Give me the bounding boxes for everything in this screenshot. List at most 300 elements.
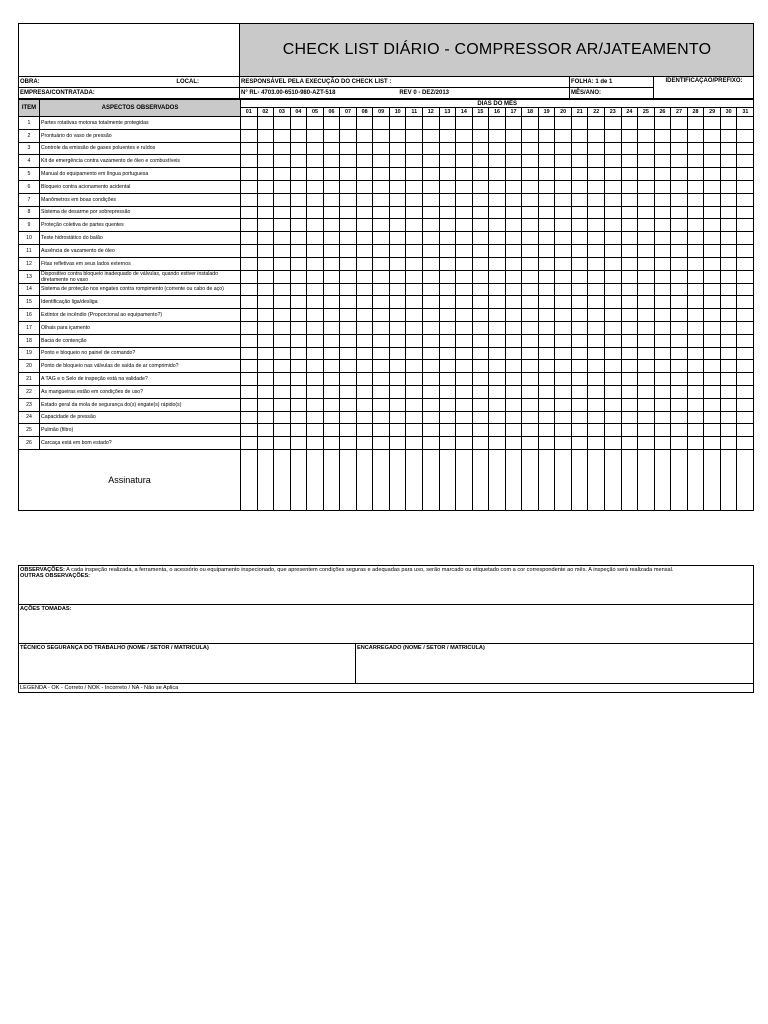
check-cell[interactable] (671, 437, 688, 450)
check-cell[interactable] (307, 193, 324, 206)
check-cell[interactable] (257, 168, 274, 181)
check-cell[interactable] (489, 168, 506, 181)
check-cell[interactable] (241, 424, 258, 437)
check-cell[interactable] (704, 360, 721, 373)
check-cell[interactable] (654, 155, 671, 168)
check-cell[interactable] (704, 437, 721, 450)
check-cell[interactable] (456, 117, 473, 130)
check-cell[interactable] (456, 193, 473, 206)
check-cell[interactable] (489, 321, 506, 334)
check-cell[interactable] (638, 424, 655, 437)
check-cell[interactable] (356, 385, 373, 398)
check-cell[interactable] (720, 129, 737, 142)
check-cell[interactable] (671, 334, 688, 347)
check-cell[interactable] (307, 334, 324, 347)
check-cell[interactable] (456, 309, 473, 322)
check-cell[interactable] (423, 232, 440, 245)
check-cell[interactable] (290, 360, 307, 373)
check-cell[interactable] (654, 411, 671, 424)
check-cell[interactable] (406, 168, 423, 181)
check-cell[interactable] (340, 411, 357, 424)
check-cell[interactable] (472, 193, 489, 206)
check-cell[interactable] (621, 180, 638, 193)
check-cell[interactable] (323, 180, 340, 193)
check-cell[interactable] (720, 117, 737, 130)
check-cell[interactable] (456, 142, 473, 155)
check-cell[interactable] (522, 142, 539, 155)
check-cell[interactable] (671, 398, 688, 411)
check-cell[interactable] (307, 296, 324, 309)
check-cell[interactable] (356, 347, 373, 360)
check-cell[interactable] (290, 321, 307, 334)
check-cell[interactable] (720, 180, 737, 193)
check-cell[interactable] (571, 257, 588, 270)
check-cell[interactable] (456, 206, 473, 219)
signature-cell[interactable] (638, 449, 655, 510)
check-cell[interactable] (389, 321, 406, 334)
check-cell[interactable] (406, 373, 423, 386)
check-cell[interactable] (406, 424, 423, 437)
check-cell[interactable] (241, 168, 258, 181)
check-cell[interactable] (406, 232, 423, 245)
check-cell[interactable] (538, 129, 555, 142)
check-cell[interactable] (406, 347, 423, 360)
check-cell[interactable] (456, 219, 473, 232)
check-cell[interactable] (439, 309, 456, 322)
check-cell[interactable] (406, 398, 423, 411)
check-cell[interactable] (538, 219, 555, 232)
check-cell[interactable] (505, 334, 522, 347)
check-cell[interactable] (538, 347, 555, 360)
check-cell[interactable] (571, 168, 588, 181)
check-cell[interactable] (241, 232, 258, 245)
check-cell[interactable] (290, 117, 307, 130)
check-cell[interactable] (323, 283, 340, 296)
check-cell[interactable] (389, 283, 406, 296)
check-cell[interactable] (621, 360, 638, 373)
check-cell[interactable] (671, 117, 688, 130)
check-cell[interactable] (472, 142, 489, 155)
check-cell[interactable] (373, 360, 390, 373)
check-cell[interactable] (671, 257, 688, 270)
check-cell[interactable] (373, 129, 390, 142)
check-cell[interactable] (439, 193, 456, 206)
check-cell[interactable] (704, 373, 721, 386)
check-cell[interactable] (439, 373, 456, 386)
check-cell[interactable] (638, 347, 655, 360)
check-cell[interactable] (406, 411, 423, 424)
check-cell[interactable] (555, 334, 572, 347)
check-cell[interactable] (605, 193, 622, 206)
check-cell[interactable] (257, 373, 274, 386)
check-cell[interactable] (654, 385, 671, 398)
check-cell[interactable] (456, 129, 473, 142)
check-cell[interactable] (621, 296, 638, 309)
check-cell[interactable] (671, 206, 688, 219)
check-cell[interactable] (621, 257, 638, 270)
check-cell[interactable] (621, 437, 638, 450)
check-cell[interactable] (257, 257, 274, 270)
check-cell[interactable] (538, 244, 555, 257)
signature-cell[interactable] (605, 449, 622, 510)
check-cell[interactable] (621, 385, 638, 398)
check-cell[interactable] (356, 411, 373, 424)
check-cell[interactable] (522, 385, 539, 398)
check-cell[interactable] (241, 283, 258, 296)
check-cell[interactable] (522, 257, 539, 270)
check-cell[interactable] (307, 424, 324, 437)
check-cell[interactable] (638, 117, 655, 130)
check-cell[interactable] (671, 296, 688, 309)
check-cell[interactable] (605, 424, 622, 437)
check-cell[interactable] (654, 309, 671, 322)
check-cell[interactable] (654, 206, 671, 219)
check-cell[interactable] (704, 283, 721, 296)
check-cell[interactable] (687, 296, 704, 309)
check-cell[interactable] (687, 424, 704, 437)
check-cell[interactable] (307, 232, 324, 245)
check-cell[interactable] (505, 309, 522, 322)
check-cell[interactable] (290, 142, 307, 155)
signature-cell[interactable] (687, 449, 704, 510)
check-cell[interactable] (654, 296, 671, 309)
check-cell[interactable] (274, 168, 291, 181)
check-cell[interactable] (389, 155, 406, 168)
check-cell[interactable] (373, 398, 390, 411)
check-cell[interactable] (737, 155, 754, 168)
signature-cell[interactable] (257, 449, 274, 510)
check-cell[interactable] (389, 398, 406, 411)
check-cell[interactable] (323, 155, 340, 168)
check-cell[interactable] (737, 411, 754, 424)
check-cell[interactable] (737, 373, 754, 386)
check-cell[interactable] (423, 142, 440, 155)
check-cell[interactable] (687, 155, 704, 168)
check-cell[interactable] (704, 155, 721, 168)
check-cell[interactable] (290, 168, 307, 181)
check-cell[interactable] (555, 129, 572, 142)
check-cell[interactable] (538, 373, 555, 386)
check-cell[interactable] (538, 321, 555, 334)
check-cell[interactable] (274, 411, 291, 424)
check-cell[interactable] (307, 437, 324, 450)
check-cell[interactable] (720, 142, 737, 155)
check-cell[interactable] (257, 437, 274, 450)
check-cell[interactable] (654, 244, 671, 257)
check-cell[interactable] (274, 283, 291, 296)
check-cell[interactable] (439, 155, 456, 168)
check-cell[interactable] (588, 411, 605, 424)
check-cell[interactable] (621, 270, 638, 283)
check-cell[interactable] (257, 334, 274, 347)
check-cell[interactable] (489, 437, 506, 450)
check-cell[interactable] (555, 232, 572, 245)
signature-cell[interactable] (274, 449, 291, 510)
check-cell[interactable] (423, 257, 440, 270)
check-cell[interactable] (389, 129, 406, 142)
check-cell[interactable] (356, 244, 373, 257)
check-cell[interactable] (373, 283, 390, 296)
check-cell[interactable] (373, 334, 390, 347)
check-cell[interactable] (555, 219, 572, 232)
signature-cell[interactable] (472, 449, 489, 510)
check-cell[interactable] (505, 437, 522, 450)
check-cell[interactable] (571, 232, 588, 245)
check-cell[interactable] (704, 321, 721, 334)
check-cell[interactable] (489, 244, 506, 257)
check-cell[interactable] (456, 296, 473, 309)
check-cell[interactable] (505, 296, 522, 309)
check-cell[interactable] (605, 155, 622, 168)
check-cell[interactable] (571, 193, 588, 206)
check-cell[interactable] (423, 321, 440, 334)
check-cell[interactable] (290, 180, 307, 193)
check-cell[interactable] (274, 155, 291, 168)
check-cell[interactable] (687, 232, 704, 245)
check-cell[interactable] (290, 424, 307, 437)
check-cell[interactable] (323, 232, 340, 245)
check-cell[interactable] (505, 424, 522, 437)
check-cell[interactable] (389, 193, 406, 206)
check-cell[interactable] (439, 283, 456, 296)
check-cell[interactable] (522, 193, 539, 206)
check-cell[interactable] (439, 411, 456, 424)
check-cell[interactable] (323, 411, 340, 424)
check-cell[interactable] (307, 360, 324, 373)
check-cell[interactable] (340, 244, 357, 257)
check-cell[interactable] (389, 334, 406, 347)
check-cell[interactable] (274, 193, 291, 206)
check-cell[interactable] (307, 129, 324, 142)
check-cell[interactable] (671, 180, 688, 193)
check-cell[interactable] (687, 283, 704, 296)
check-cell[interactable] (588, 180, 605, 193)
check-cell[interactable] (340, 206, 357, 219)
check-cell[interactable] (538, 206, 555, 219)
check-cell[interactable] (605, 117, 622, 130)
check-cell[interactable] (356, 193, 373, 206)
check-cell[interactable] (654, 360, 671, 373)
check-cell[interactable] (356, 129, 373, 142)
check-cell[interactable] (489, 270, 506, 283)
check-cell[interactable] (704, 398, 721, 411)
check-cell[interactable] (356, 117, 373, 130)
check-cell[interactable] (340, 373, 357, 386)
check-cell[interactable] (307, 411, 324, 424)
check-cell[interactable] (389, 360, 406, 373)
check-cell[interactable] (687, 398, 704, 411)
signature-cell[interactable] (522, 449, 539, 510)
check-cell[interactable] (290, 129, 307, 142)
check-cell[interactable] (654, 424, 671, 437)
check-cell[interactable] (720, 334, 737, 347)
check-cell[interactable] (472, 117, 489, 130)
check-cell[interactable] (621, 283, 638, 296)
check-cell[interactable] (505, 385, 522, 398)
check-cell[interactable] (704, 244, 721, 257)
check-cell[interactable] (373, 257, 390, 270)
check-cell[interactable] (307, 155, 324, 168)
signature-cell[interactable] (588, 449, 605, 510)
signature-cell[interactable] (704, 449, 721, 510)
check-cell[interactable] (538, 309, 555, 322)
check-cell[interactable] (621, 117, 638, 130)
check-cell[interactable] (638, 334, 655, 347)
check-cell[interactable] (456, 334, 473, 347)
check-cell[interactable] (423, 296, 440, 309)
check-cell[interactable] (340, 129, 357, 142)
check-cell[interactable] (654, 257, 671, 270)
check-cell[interactable] (522, 373, 539, 386)
check-cell[interactable] (439, 347, 456, 360)
check-cell[interactable] (472, 206, 489, 219)
check-cell[interactable] (323, 270, 340, 283)
check-cell[interactable] (687, 180, 704, 193)
check-cell[interactable] (340, 360, 357, 373)
check-cell[interactable] (241, 309, 258, 322)
check-cell[interactable] (605, 411, 622, 424)
check-cell[interactable] (241, 321, 258, 334)
check-cell[interactable] (522, 309, 539, 322)
check-cell[interactable] (373, 424, 390, 437)
check-cell[interactable] (274, 360, 291, 373)
check-cell[interactable] (274, 142, 291, 155)
signature-cell[interactable] (340, 449, 357, 510)
check-cell[interactable] (588, 193, 605, 206)
check-cell[interactable] (704, 385, 721, 398)
check-cell[interactable] (323, 321, 340, 334)
check-cell[interactable] (340, 117, 357, 130)
check-cell[interactable] (505, 411, 522, 424)
check-cell[interactable] (423, 385, 440, 398)
check-cell[interactable] (720, 257, 737, 270)
check-cell[interactable] (307, 270, 324, 283)
check-cell[interactable] (257, 424, 274, 437)
check-cell[interactable] (687, 321, 704, 334)
check-cell[interactable] (555, 411, 572, 424)
check-cell[interactable] (472, 180, 489, 193)
check-cell[interactable] (704, 257, 721, 270)
check-cell[interactable] (555, 347, 572, 360)
check-cell[interactable] (588, 219, 605, 232)
check-cell[interactable] (389, 206, 406, 219)
check-cell[interactable] (323, 193, 340, 206)
check-cell[interactable] (489, 283, 506, 296)
check-cell[interactable] (704, 219, 721, 232)
check-cell[interactable] (323, 398, 340, 411)
check-cell[interactable] (555, 360, 572, 373)
check-cell[interactable] (290, 437, 307, 450)
check-cell[interactable] (489, 142, 506, 155)
check-cell[interactable] (472, 155, 489, 168)
check-cell[interactable] (290, 309, 307, 322)
check-cell[interactable] (654, 283, 671, 296)
check-cell[interactable] (687, 168, 704, 181)
check-cell[interactable] (439, 437, 456, 450)
check-cell[interactable] (439, 257, 456, 270)
check-cell[interactable] (340, 334, 357, 347)
check-cell[interactable] (489, 398, 506, 411)
check-cell[interactable] (571, 296, 588, 309)
check-cell[interactable] (638, 373, 655, 386)
check-cell[interactable] (257, 180, 274, 193)
check-cell[interactable] (720, 232, 737, 245)
check-cell[interactable] (737, 424, 754, 437)
signature-cell[interactable] (439, 449, 456, 510)
check-cell[interactable] (389, 296, 406, 309)
signature-cell[interactable] (373, 449, 390, 510)
check-cell[interactable] (373, 232, 390, 245)
check-cell[interactable] (638, 437, 655, 450)
check-cell[interactable] (389, 244, 406, 257)
check-cell[interactable] (472, 168, 489, 181)
check-cell[interactable] (257, 193, 274, 206)
check-cell[interactable] (257, 232, 274, 245)
signature-cell[interactable] (538, 449, 555, 510)
check-cell[interactable] (704, 142, 721, 155)
check-cell[interactable] (505, 232, 522, 245)
check-cell[interactable] (720, 398, 737, 411)
check-cell[interactable] (241, 257, 258, 270)
check-cell[interactable] (605, 296, 622, 309)
check-cell[interactable] (472, 257, 489, 270)
check-cell[interactable] (555, 309, 572, 322)
check-cell[interactable] (538, 270, 555, 283)
check-cell[interactable] (389, 142, 406, 155)
check-cell[interactable] (638, 168, 655, 181)
check-cell[interactable] (621, 321, 638, 334)
check-cell[interactable] (423, 437, 440, 450)
check-cell[interactable] (456, 155, 473, 168)
check-cell[interactable] (439, 129, 456, 142)
check-cell[interactable] (555, 373, 572, 386)
check-cell[interactable] (456, 373, 473, 386)
check-cell[interactable] (340, 296, 357, 309)
signature-cell[interactable] (571, 449, 588, 510)
check-cell[interactable] (406, 244, 423, 257)
check-cell[interactable] (737, 360, 754, 373)
check-cell[interactable] (373, 385, 390, 398)
check-cell[interactable] (406, 283, 423, 296)
check-cell[interactable] (423, 309, 440, 322)
check-cell[interactable] (605, 257, 622, 270)
check-cell[interactable] (704, 424, 721, 437)
check-cell[interactable] (241, 398, 258, 411)
check-cell[interactable] (687, 373, 704, 386)
check-cell[interactable] (274, 309, 291, 322)
check-cell[interactable] (538, 385, 555, 398)
check-cell[interactable] (472, 283, 489, 296)
check-cell[interactable] (274, 232, 291, 245)
check-cell[interactable] (522, 244, 539, 257)
check-cell[interactable] (538, 424, 555, 437)
check-cell[interactable] (555, 193, 572, 206)
check-cell[interactable] (439, 398, 456, 411)
check-cell[interactable] (671, 424, 688, 437)
check-cell[interactable] (340, 219, 357, 232)
check-cell[interactable] (257, 385, 274, 398)
check-cell[interactable] (720, 411, 737, 424)
check-cell[interactable] (505, 270, 522, 283)
check-cell[interactable] (588, 206, 605, 219)
check-cell[interactable] (257, 270, 274, 283)
check-cell[interactable] (356, 334, 373, 347)
check-cell[interactable] (439, 219, 456, 232)
check-cell[interactable] (505, 219, 522, 232)
check-cell[interactable] (489, 424, 506, 437)
check-cell[interactable] (373, 296, 390, 309)
check-cell[interactable] (439, 321, 456, 334)
